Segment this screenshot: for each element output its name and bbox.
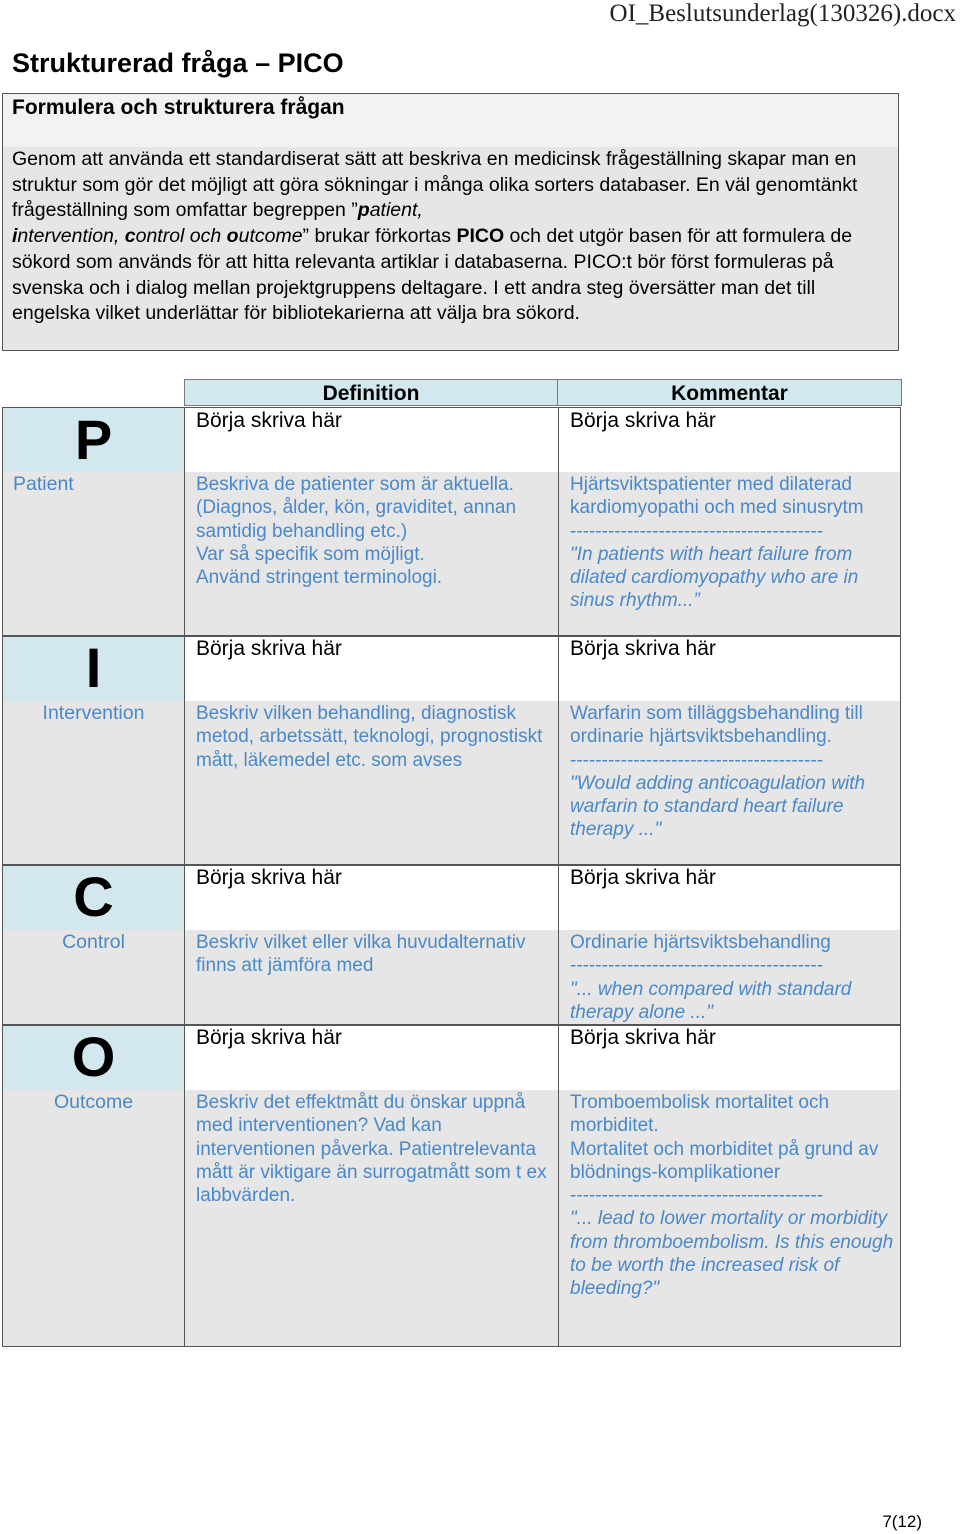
letter-p: P (74, 408, 113, 471)
kommentar-example-o (559, 1090, 900, 1346)
label-patient: Patient (13, 473, 74, 495)
intro-text-part3: och det utgör basen för att formulera de sökord som används för att hitta relevanta artiklar i databaserna. PICO:t bör först formuleras på svenska och i dialog mellan projektgruppens deltagare. I ett andra steg översätter man det till engelska vilket underlättar för bibliotekarierna att välja bra sökord. (12, 225, 853, 325)
example-english: "... lead to lower mortality or morbidity from thromboembolism. Is this enough to be worth the increased risk of bleeding?" (570, 1208, 894, 1300)
label-intervention: Intervention (42, 702, 145, 724)
table-header-row (184, 379, 901, 407)
intro-heading: Formulera och strukturera frågan (12, 96, 345, 119)
example-text (570, 702, 894, 842)
kommentar-example-p (559, 472, 900, 635)
definition-guidance-i (185, 701, 558, 864)
term-i-initial: i (12, 225, 18, 248)
placeholder-text: Börja skriva här (570, 1026, 716, 1049)
header-definition: Definition (184, 379, 558, 406)
example-swedish: Hjärtsviktspatienter med dilaterad kardiomyopathi och med sinusrytm (570, 474, 864, 519)
guidance-text: Beskriv vilket eller vilka huvudalternativ finns att jämföra med (196, 932, 526, 977)
kommentar-input-i[interactable] (559, 636, 900, 701)
label-cell-intervention (3, 701, 184, 864)
placeholder-text: Börja skriva här (570, 409, 716, 432)
column-divider (558, 408, 559, 1346)
definition-input-i[interactable] (185, 636, 558, 701)
term-p-rest: atient, (369, 199, 423, 222)
row-divider (3, 635, 900, 637)
kommentar-input-c[interactable] (559, 865, 900, 930)
guidance-text: Beskriv det effektmått du önskar uppnå med interventionen? Vad kan interventionen påverka. Patientrelevanta mått är viktigare än surrogatmått som t ex labbvärden. (196, 1092, 547, 1207)
term-c-rest: ontrol och (135, 225, 227, 248)
example-english: "Would adding anticoagulation with warfarin to standard heart failure therapy ..." (570, 772, 866, 841)
definition-input-p[interactable] (185, 408, 558, 472)
page-number: 7(12) (882, 1512, 922, 1531)
term-o-rest: utcome (238, 225, 303, 248)
intro-paragraph (12, 147, 892, 327)
column-divider (184, 408, 185, 1346)
header-kommentar: Kommentar (557, 379, 902, 406)
letter-cell-i (3, 636, 184, 701)
term-p-initial: p (357, 199, 370, 222)
intro-box (2, 93, 899, 351)
definition-guidance-o (185, 1090, 558, 1346)
kommentar-example-i (559, 701, 900, 864)
pico-grid (2, 407, 901, 1347)
label-cell-control (3, 930, 184, 1025)
placeholder-text: Börja skriva här (570, 866, 716, 889)
example-swedish: Warfarin som tilläggsbehandling till ordinarie hjärtsviktsbehandling. (570, 703, 863, 748)
letter-cell-c (3, 865, 184, 930)
example-text (570, 473, 894, 613)
separator: ---------------------------------------- (570, 955, 824, 977)
intro-header (3, 94, 898, 148)
definition-guidance-p (185, 472, 558, 635)
separator: ---------------------------------------- (570, 1185, 824, 1207)
letter-cell-p (3, 408, 184, 472)
document-filename: OI_Beslutsunderlag(130326).docx (609, 0, 956, 27)
label-control: Control (62, 931, 125, 953)
definition-input-o[interactable] (185, 1025, 558, 1090)
page-title: Strukturerad fråga – PICO (12, 48, 344, 78)
definition-guidance-c (185, 930, 558, 1025)
intro-text-part2: ” brukar förkortas (302, 225, 457, 248)
separator: ---------------------------------------- (570, 520, 824, 542)
placeholder-text: Börja skriva här (196, 866, 342, 889)
example-english: "In patients with heart failure from dilated cardiomyopathy who are in sinus rhythm...” (570, 543, 859, 612)
term-o-initial: o (226, 225, 239, 248)
example-text (570, 1091, 894, 1301)
placeholder-text: Börja skriva här (196, 409, 342, 432)
pico-abbreviation: PICO (456, 225, 505, 248)
placeholder-text: Börja skriva här (570, 637, 716, 660)
kommentar-example-c (559, 930, 900, 1025)
label-cell-patient (3, 472, 184, 635)
placeholder-text: Börja skriva här (196, 637, 342, 660)
intro-text-part1: Genom att använda ett standardiserat sätt att beskriva en medicinsk frågeställning skapar man en struktur som gör det möjligt att göra sökningar i många olika sorters databaser. En väl genomtänkt frågeställning som omfattar begreppen ” (12, 148, 858, 222)
guidance-text: Beskriva de patienter som är aktuella. (Diagnos, ålder, kön, graviditet, annan samtidig behandling etc.) Var så specifik som möjligt. Använd stringent terminologi. (196, 474, 517, 589)
example-text (570, 931, 894, 1024)
intro-body (3, 147, 898, 350)
label-cell-outcome (3, 1090, 184, 1346)
letter-cell-o (3, 1025, 184, 1090)
letter-o: O (71, 1025, 116, 1088)
term-i-rest: ntervention, (17, 225, 125, 248)
row-divider (3, 864, 900, 866)
letter-i: I (85, 636, 102, 699)
definition-input-c[interactable] (185, 865, 558, 930)
guidance-text: Beskriv vilken behandling, diagnostisk metod, arbetssätt, teknologi, prognostiskt mått, läkemedel etc. som avses (196, 703, 543, 771)
separator: ---------------------------------------- (570, 749, 824, 771)
pico-table (2, 379, 901, 1347)
row-divider (3, 1024, 900, 1026)
term-c-initial: c (124, 225, 136, 248)
example-swedish: Tromboembolisk mortalitet och morbiditet. Mortalitet och morbiditet på grund av blödnings-komplikationer (570, 1092, 879, 1183)
example-english: "... when compared with standard therapy alone ..." (570, 978, 852, 1023)
example-swedish: Ordinarie hjärtsviktsbehandling (570, 932, 831, 953)
placeholder-text: Börja skriva här (196, 1026, 342, 1049)
label-outcome: Outcome (53, 1091, 134, 1113)
kommentar-input-o[interactable] (559, 1025, 900, 1090)
letter-c: C (73, 865, 114, 928)
kommentar-input-p[interactable] (559, 408, 900, 472)
